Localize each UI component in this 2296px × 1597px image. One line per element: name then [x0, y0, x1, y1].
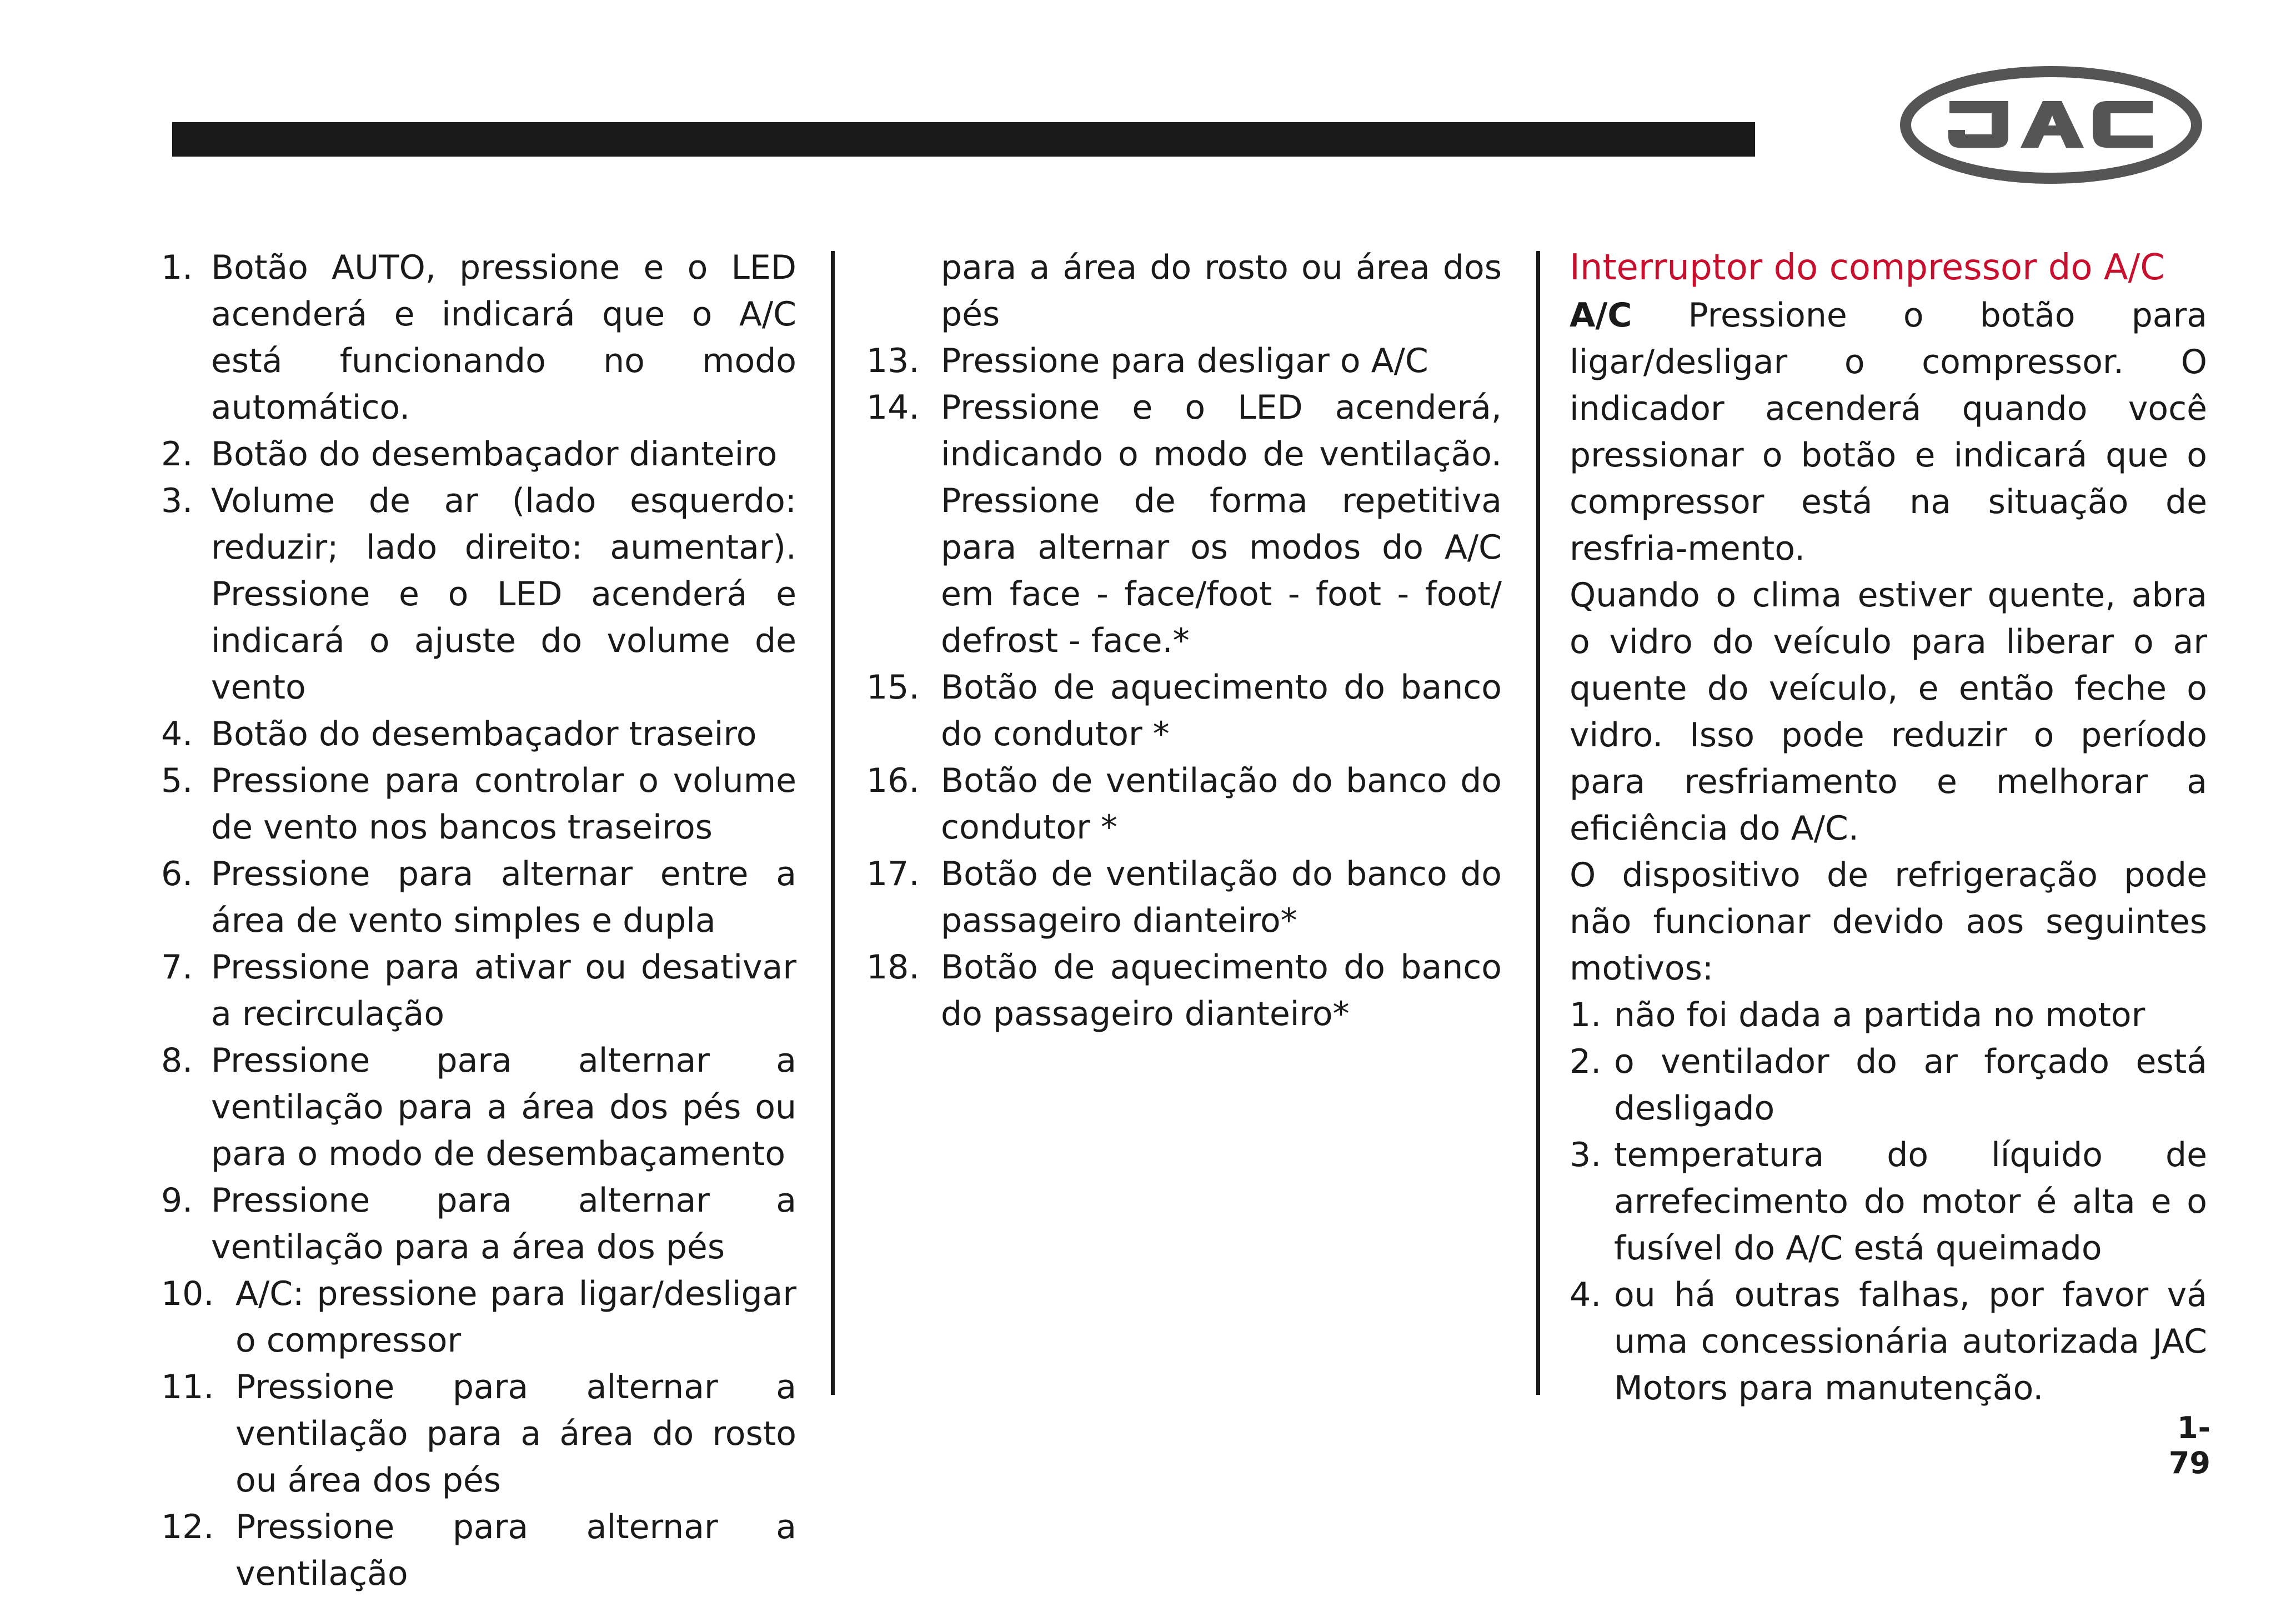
list-item — [866, 338, 1502, 384]
item-number: 3. — [1570, 1136, 1602, 1174]
item-number: 15. — [866, 668, 920, 707]
item-text: Pressione para alternar a ventilação para a área dos pés — [211, 1181, 796, 1267]
steps-list-2 — [866, 338, 1502, 1037]
item-number: 5. — [161, 761, 193, 800]
item-text: Botão de ventilação do banco do passageiro dianteiro* — [941, 855, 1502, 940]
list-item — [161, 1177, 796, 1270]
item-text: Botão do desembaçador traseiro — [211, 715, 757, 754]
continued-text: para a área do rosto ou área dos pés — [941, 248, 1502, 334]
item-text: Pressione para alternar a ventilação para a área dos pés ou para o modo de desembaçamento — [211, 1041, 796, 1173]
list-item — [866, 851, 1502, 944]
reasons-list — [1570, 992, 2207, 1412]
list-item — [161, 431, 796, 478]
paragraph: O dispositivo de refrigeração pode não funcionar devido aos seguintes motivos: — [1570, 856, 2207, 988]
list-item — [161, 1037, 796, 1177]
item-number: 13. — [866, 342, 920, 380]
list-item — [161, 711, 796, 757]
ac-button-label: A/C — [1570, 296, 1632, 335]
intro-paragraph — [1570, 292, 2207, 572]
list-item — [161, 851, 796, 944]
item-text: Botão do desembaçador dianteiro — [211, 435, 778, 474]
list-item — [1570, 1132, 2207, 1272]
section-title: Interruptor do compressor do A/C — [1570, 247, 2165, 288]
item-number: 18. — [866, 948, 920, 987]
item-text: Botão de aquecimento do banco do condutor * — [941, 668, 1502, 754]
list-item — [866, 384, 1502, 664]
item-number: 10. — [161, 1274, 214, 1313]
item-text: Botão de aquecimento do banco do passageiro dianteiro* — [941, 948, 1502, 1033]
item-number: 7. — [161, 948, 193, 987]
item-number: 2. — [1570, 1042, 1602, 1081]
item-text: Pressione para ativar ou desativar a recirculação — [211, 948, 796, 1033]
jac-logo — [1899, 66, 2203, 184]
item-number: 16. — [866, 761, 920, 800]
item-text: Pressione para desligar o A/C — [941, 342, 1428, 380]
item-number: 14. — [866, 388, 920, 427]
page-number: 1-79 — [2168, 1410, 2210, 1480]
item-text: não foi dada a partida no motor — [1614, 996, 2145, 1034]
item-text: Pressione para alternar entre a área de vento simples e dupla — [211, 855, 796, 940]
item-number: 8. — [161, 1041, 193, 1080]
item-number: 17. — [866, 855, 920, 893]
column-divider — [831, 251, 835, 1395]
header-bar — [172, 122, 1755, 157]
list-item — [866, 664, 1502, 757]
list-item — [161, 478, 796, 711]
item-text: Botão AUTO, pressione e o LED acenderá e indicará que o A/C está funcionando no modo automático. — [211, 248, 796, 427]
list-item — [161, 1504, 796, 1597]
steps-list-1 — [161, 244, 796, 1597]
intro-text: Pressione o botão para ligar/desligar o compressor. O indicador acenderá quando você pressionar o botão e indicará que o compressor está na situação de resfria-mento. — [1570, 296, 2207, 568]
paragraph: Quando o clima estiver quente, abra o vidro do veículo para liberar o ar quente do veículo, e então feche o vidro. Isso pode reduzir o período para resfriamento e melhorar a eficiência do A/C. — [1570, 576, 2207, 848]
item-number: 1. — [161, 248, 193, 287]
column-3 — [1570, 244, 2207, 1412]
item-text: temperatura do líquido de arrefecimento do motor é alta e o fusível do A/C está queimado — [1614, 1136, 2207, 1268]
list-item — [1570, 992, 2207, 1038]
item-text: Botão de ventilação do banco do condutor * — [941, 761, 1502, 847]
list-item — [161, 1364, 796, 1504]
item-number: 9. — [161, 1181, 193, 1220]
item-text: o ventilador do ar forçado está desligado — [1614, 1042, 2207, 1128]
list-item — [161, 244, 796, 431]
item-number: 4. — [1570, 1275, 1602, 1314]
item-number: 3. — [161, 481, 193, 520]
item-number: 2. — [161, 435, 193, 474]
list-item — [1570, 1272, 2207, 1412]
item-text: Pressione para controlar o volume de vento nos bancos traseiros — [211, 761, 796, 847]
list-item — [866, 944, 1502, 1037]
column-1 — [161, 244, 796, 1597]
item-number: 12. — [161, 1508, 214, 1546]
item-number: 4. — [161, 715, 193, 754]
column-divider — [1536, 251, 1540, 1395]
item-text: Volume de ar (lado esquerdo: reduzir; lado direito: aumentar). Pressione e o LED acenderá e indicará o ajuste do volume de vento — [211, 481, 796, 707]
item-text: Pressione e o LED acenderá, indicando o modo de ventilação. Pressione de forma repetitiva para alternar os modos do A/C em face - face/foot - foot - foot/ defrost - face.* — [941, 388, 1502, 660]
list-item — [1570, 1038, 2207, 1132]
item-number: 6. — [161, 855, 193, 893]
list-item — [161, 757, 796, 851]
item-text: ou há outras falhas, por favor vá uma concessionária autorizada JAC Motors para manutenção. — [1614, 1275, 2207, 1408]
item-text: Pressione para alternar a ventilação — [235, 1508, 796, 1593]
item-text: A/C: pressione para ligar/desligar o compressor — [235, 1274, 796, 1360]
list-item — [161, 944, 796, 1037]
column-2 — [866, 244, 1502, 1037]
item-number: 11. — [161, 1368, 214, 1407]
list-item — [161, 1270, 796, 1364]
list-item — [866, 757, 1502, 851]
item-text: Pressione para alternar a ventilação para a área do rosto ou área dos pés — [235, 1368, 796, 1500]
jac-logo-graphic — [1899, 66, 2203, 184]
item-number: 1. — [1570, 996, 1602, 1034]
